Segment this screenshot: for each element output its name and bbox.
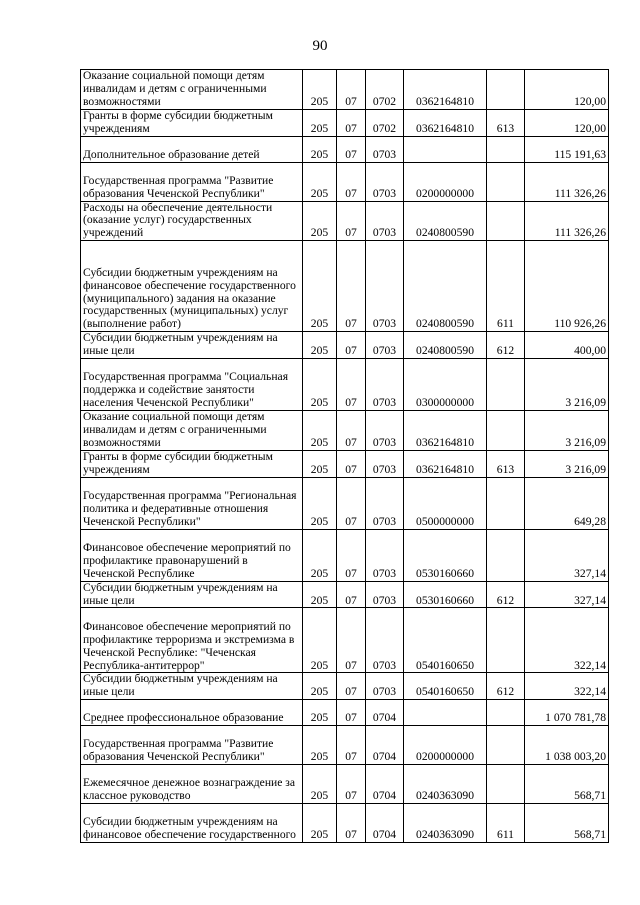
admin-code: 205 (303, 411, 337, 451)
table-row (81, 450, 609, 477)
section-code: 07 (337, 136, 366, 162)
amount: 110 926,26 (525, 241, 609, 332)
admin-code: 205 (303, 241, 337, 332)
row-name: Государственная программа "Развитие образования Чеченской Республики" (81, 726, 303, 765)
target-code: 0530160660 (404, 529, 487, 581)
row-name: Государственная программа "Региональная политика и федеративные отношения Чеченской Республики" (81, 477, 303, 529)
row-name: Расходы на обеспечение деятельности (оказание услуг) государственных учреждений (81, 201, 303, 241)
expense-type-code (487, 70, 525, 110)
admin-code: 205 (303, 136, 337, 162)
subsection-code: 0704 (366, 726, 404, 765)
subsection-code: 0702 (366, 70, 404, 110)
section-code: 07 (337, 201, 366, 241)
amount: 322,14 (525, 608, 609, 673)
expense-type-code: 612 (487, 581, 525, 608)
subsection-code: 0703 (366, 450, 404, 477)
row-name: Дополнительное образование детей (81, 136, 303, 162)
row-name: Финансовое обеспечение мероприятий по профилактике правонарушений в Чеченской Республике (81, 529, 303, 581)
amount: 3 216,09 (525, 450, 609, 477)
section-code: 07 (337, 332, 366, 359)
row-name: Государственная программа "Развитие образования Чеченской Республики" (81, 162, 303, 201)
table-row (81, 70, 609, 110)
section-code: 07 (337, 411, 366, 451)
subsection-code: 0704 (366, 700, 404, 726)
row-name: Субсидии бюджетным учреждениям на иные цели (81, 673, 303, 700)
expense-type-code (487, 477, 525, 529)
expense-type-code (487, 201, 525, 241)
amount: 3 216,09 (525, 359, 609, 411)
target-code: 0240363090 (404, 765, 487, 804)
section-code: 07 (337, 673, 366, 700)
section-code: 07 (337, 450, 366, 477)
amount: 3 216,09 (525, 411, 609, 451)
target-code: 0240363090 (404, 804, 487, 843)
table-row (81, 726, 609, 765)
table-row (81, 162, 609, 201)
amount: 111 326,26 (525, 162, 609, 201)
amount: 120,00 (525, 70, 609, 110)
table-row (81, 804, 609, 843)
table-row (81, 765, 609, 804)
admin-code: 205 (303, 765, 337, 804)
row-name: Оказание социальной помощи детям инвалидам и детям с ограниченными возможностями (81, 411, 303, 451)
subsection-code: 0703 (366, 241, 404, 332)
expense-type-code (487, 529, 525, 581)
row-name: Государственная программа "Социальная поддержка и содействие занятости населения Чеченской Республики" (81, 359, 303, 411)
subsection-code: 0703 (366, 608, 404, 673)
subsection-code: 0703 (366, 411, 404, 451)
section-code: 07 (337, 700, 366, 726)
table-row (81, 608, 609, 673)
table-row (81, 109, 609, 136)
admin-code: 205 (303, 359, 337, 411)
section-code: 07 (337, 241, 366, 332)
row-name: Субсидии бюджетным учреждениям на финансовое обеспечение государственного (81, 804, 303, 843)
subsection-code: 0704 (366, 765, 404, 804)
subsection-code: 0703 (366, 201, 404, 241)
subsection-code: 0703 (366, 359, 404, 411)
target-code: 0362164810 (404, 411, 487, 451)
subsection-code: 0703 (366, 332, 404, 359)
table-row (81, 673, 609, 700)
target-code (404, 700, 487, 726)
amount: 568,71 (525, 765, 609, 804)
amount: 568,71 (525, 804, 609, 843)
row-name: Субсидии бюджетным учреждениям на финансовое обеспечение государственного (муниципального) задания на оказание государственных (муниципальных) услуг (выполнение работ) (81, 241, 303, 332)
admin-code: 205 (303, 70, 337, 110)
admin-code: 205 (303, 581, 337, 608)
admin-code: 205 (303, 608, 337, 673)
row-name: Финансовое обеспечение мероприятий по профилактике терроризма и экстремизма в Чеченской Республике: "Чеченская Республика-антитеррор" (81, 608, 303, 673)
section-code: 07 (337, 608, 366, 673)
admin-code: 205 (303, 673, 337, 700)
expense-type-code (487, 700, 525, 726)
section-code: 07 (337, 70, 366, 110)
table-row (81, 201, 609, 241)
admin-code: 205 (303, 804, 337, 843)
target-code: 0540160650 (404, 608, 487, 673)
target-code: 0240800590 (404, 241, 487, 332)
expense-type-code (487, 162, 525, 201)
amount: 327,14 (525, 529, 609, 581)
subsection-code: 0703 (366, 673, 404, 700)
subsection-code: 0703 (366, 136, 404, 162)
admin-code: 205 (303, 201, 337, 241)
row-name: Гранты в форме субсидии бюджетным учреждениям (81, 450, 303, 477)
subsection-code: 0704 (366, 804, 404, 843)
target-code: 0240800590 (404, 332, 487, 359)
expense-type-code: 613 (487, 450, 525, 477)
admin-code: 205 (303, 332, 337, 359)
section-code: 07 (337, 581, 366, 608)
section-code: 07 (337, 109, 366, 136)
admin-code: 205 (303, 529, 337, 581)
row-name: Субсидии бюджетным учреждениям на иные цели (81, 332, 303, 359)
row-name: Оказание социальной помощи детям инвалидам и детям с ограниченными возможностями (81, 70, 303, 110)
expense-type-code (487, 136, 525, 162)
target-code: 0240800590 (404, 201, 487, 241)
target-code: 0200000000 (404, 162, 487, 201)
subsection-code: 0703 (366, 162, 404, 201)
page-number: 90 (312, 38, 328, 54)
amount: 322,14 (525, 673, 609, 700)
expense-type-code: 611 (487, 804, 525, 843)
target-code: 0362164810 (404, 109, 487, 136)
admin-code: 205 (303, 162, 337, 201)
table-row (81, 241, 609, 332)
row-name: Ежемесячное денежное вознаграждение за классное руководство (81, 765, 303, 804)
expense-type-code: 613 (487, 109, 525, 136)
section-code: 07 (337, 726, 366, 765)
section-code: 07 (337, 162, 366, 201)
table-row (81, 136, 609, 162)
admin-code: 205 (303, 700, 337, 726)
target-code: 0200000000 (404, 726, 487, 765)
expense-type-code (487, 765, 525, 804)
table-row (81, 529, 609, 581)
amount: 1 038 003,20 (525, 726, 609, 765)
table-row (81, 700, 609, 726)
table-row (81, 477, 609, 529)
expense-type-code: 611 (487, 241, 525, 332)
row-name: Гранты в форме субсидии бюджетным учреждениям (81, 109, 303, 136)
amount: 115 191,63 (525, 136, 609, 162)
section-code: 07 (337, 765, 366, 804)
subsection-code: 0703 (366, 581, 404, 608)
row-name: Субсидии бюджетным учреждениям на иные цели (81, 581, 303, 608)
expense-type-code (487, 359, 525, 411)
table-row (81, 359, 609, 411)
section-code: 07 (337, 529, 366, 581)
table-row (81, 332, 609, 359)
admin-code: 205 (303, 109, 337, 136)
section-code: 07 (337, 477, 366, 529)
row-name: Среднее профессиональное образование (81, 700, 303, 726)
expense-type-code (487, 608, 525, 673)
table-row (81, 411, 609, 451)
amount: 327,14 (525, 581, 609, 608)
amount: 400,00 (525, 332, 609, 359)
target-code: 0530160660 (404, 581, 487, 608)
amount: 1 070 781,78 (525, 700, 609, 726)
amount: 111 326,26 (525, 201, 609, 241)
expense-type-code: 612 (487, 673, 525, 700)
amount: 649,28 (525, 477, 609, 529)
table-row (81, 581, 609, 608)
target-code: 0362164810 (404, 450, 487, 477)
section-code: 07 (337, 359, 366, 411)
subsection-code: 0703 (366, 477, 404, 529)
amount: 120,00 (525, 109, 609, 136)
admin-code: 205 (303, 450, 337, 477)
target-code: 0540160650 (404, 673, 487, 700)
admin-code: 205 (303, 726, 337, 765)
target-code: 0362164810 (404, 70, 487, 110)
target-code: 0500000000 (404, 477, 487, 529)
expense-type-code (487, 411, 525, 451)
subsection-code: 0703 (366, 529, 404, 581)
section-code: 07 (337, 804, 366, 843)
expense-type-code: 612 (487, 332, 525, 359)
expense-type-code (487, 726, 525, 765)
subsection-code: 0702 (366, 109, 404, 136)
target-code (404, 136, 487, 162)
budget-table (80, 69, 609, 843)
target-code: 0300000000 (404, 359, 487, 411)
admin-code: 205 (303, 477, 337, 529)
